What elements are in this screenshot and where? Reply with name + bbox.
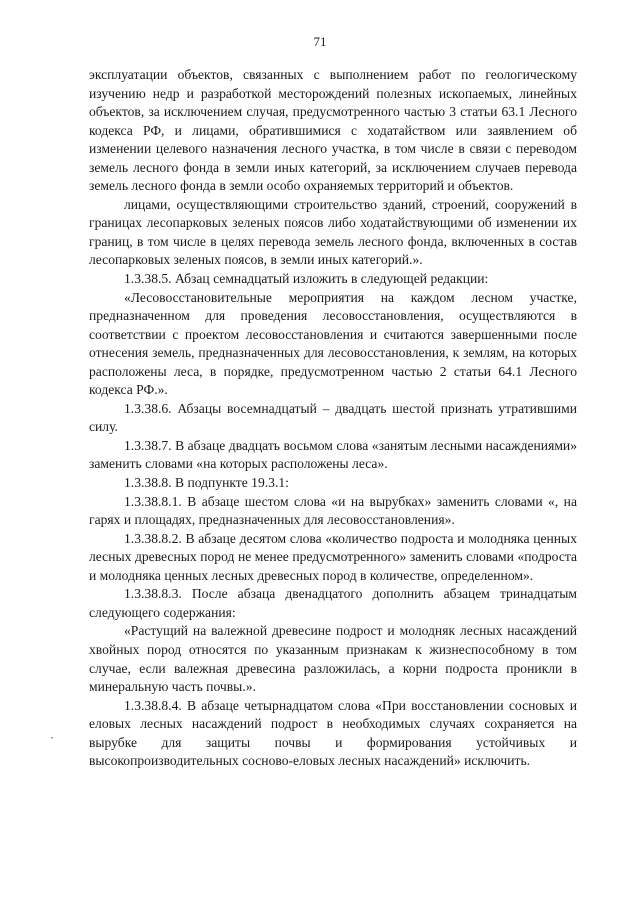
- paragraph-11: «Растущий на валежной древесине подрост и молодняк лесных насаждений хвойных пород относятся по указанным признакам к жизнеспособному в том случае, если валежная древесина разложилась, а корни подроста проникли в минеральную часть почвы.».: [89, 623, 577, 695]
- paragraph-6: 1.3.38.7. В абзаце двадцать восьмом слова «занятым лесными насаждениями» заменить словами «на которых расположены леса».: [89, 437, 577, 472]
- page-number: 71: [313, 34, 327, 49]
- paragraph-4: «Лесовосстановительные мероприятия на каждом лесном участке, предназначенном для проведения лесовосстановления, осуществляются в соответствии с проектом лесовосстановления и считаются завершенными после отнесения земель, предназначенных для лесовосстановления, к землям, на которых расположены леса, в порядке, предусмотренном частью 2 статьи 64.1 Лесного кодекса РФ.».: [89, 289, 577, 398]
- document-body: [89, 66, 577, 771]
- paragraph-5: 1.3.38.6. Абзацы восемнадцатый – двадцать шестой признать утратившими силу.: [89, 400, 577, 435]
- paragraph-10: 1.3.38.8.3. После абзаца двенадцатого дополнить абзацем тринадцатым следующего содержания:: [89, 586, 577, 620]
- paragraph-1: эксплуатации объектов, связанных с выполнением работ по геологическому изучению недр и разработкой месторождений полезных ископаемых, линейных объектов, за исключением случая, предусмотренного частью 3 статьи 63.1 Лесного кодекса РФ, и лицами, обратившимися с ходатайством или заявлением об изменении целевого назначения лесного участка, в том числе в связи с переводом земель лесного фонда в земли иных категорий, за исключением случаев перевода земель лесного фонда в земли особо охраняемых территорий и объектов.: [89, 67, 577, 194]
- margin-dot: •: [51, 736, 54, 742]
- paragraph-2: лицами, осуществляющими строительство зданий, строений, сооружений в границах лесопарковых зеленых поясов либо ходатайствующими об изменении их границ, в том числе в целях перевода земель лесного фонда, включенных в состав лесопарковых зеленых поясов, в земли иных категорий.».: [89, 196, 577, 268]
- paragraph-7: 1.3.38.8. В подпункте 19.3.1:: [124, 475, 289, 491]
- paragraph-9: 1.3.38.8.2. В абзаце десятом слова «количество подроста и молодняка ценных лесных древесных пород не менее предусмотренного» заменить словами «подроста и молодняка ценных лесных древесных пород в количестве, определенном».: [89, 530, 577, 583]
- paragraph-3: 1.3.38.5. Абзац семнадцатый изложить в следующей редакции:: [124, 271, 489, 287]
- paragraph-12: 1.3.38.8.4. В абзаце четырнадцатом слова «При восстановлении сосновых и еловых лесных насаждений подрост в необходимых случаях сохраняется на вырубке для защиты почвы и формирования устойчивых и высокопроизводительных сосново-еловых лесных насаждений» исключить.: [89, 697, 577, 769]
- paragraph-8: 1.3.38.8.1. В абзаце шестом слова «и на вырубках» заменить словами «, на гарях и площадях, предназначенных для лесовосстановления».: [89, 493, 577, 528]
